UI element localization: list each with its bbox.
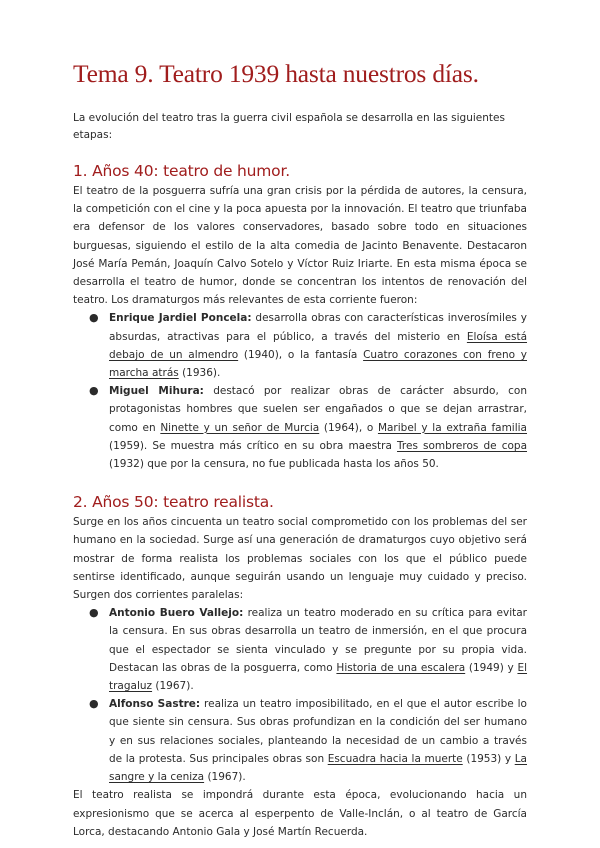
- section-1-author-list: [73, 309, 527, 473]
- work-link[interactable]: Maribel y la extraña familia: [377, 421, 527, 434]
- section-2-author-list: [73, 604, 527, 786]
- item-text: realiza un teatro imposibilitado, en el que el autor escribe lo que siente sin censura. Sus obras profundizan en la condición del ser humano y en sus relaciones sociales, planteando la necesidad de un cambio a través de la protesta. Sus principales obras son: [109, 698, 527, 765]
- item-text: (1953) y: [462, 752, 515, 765]
- work-link[interactable]: Historia de una escalera: [336, 661, 466, 674]
- item-text: (1967).: [152, 680, 194, 693]
- page-title: Tema 9. Teatro 1939 hasta nuestros días.: [73, 59, 479, 88]
- intro-paragraph: La evolución del teatro tras la guerra civil española se desarrolla en las siguientes etapas:: [73, 112, 505, 141]
- bullet-icon: ●: [89, 697, 99, 711]
- item-text: destacó por realizar obras de carácter absurdo, con protagonistas hombres que suelen ser engañados o que se dejan arrastrar, como en: [109, 385, 527, 434]
- list-item-mihura: [89, 382, 528, 473]
- list-item-buero-vallejo: [89, 604, 528, 695]
- item-text: (1967).: [204, 771, 246, 784]
- author-name: Antonio Buero Vallejo:: [109, 607, 244, 620]
- item-text: (1959). Se muestra más crítico en su obra maestra: [109, 439, 398, 452]
- closing-paragraph: El teatro realista se impondrá durante esta época, evolucionando hacia un expresionismo que se acerca al esperpento de Valle-Inclán, o al teatro de García Lorca, destacando Antonio Gala y José Martín Recuerda.: [73, 789, 527, 838]
- work-link[interactable]: La sangre y la ceniza: [109, 752, 527, 784]
- author-name: Alfonso Sastre:: [109, 698, 201, 711]
- section-1-paragraph: El teatro de la posguerra sufría una gran crisis por la pérdida de autores, la censura, la competición con el cine y la poca apuesta por la innovación. El teatro que triunfaba era defensor de los valores conservadores, basado sobre todo en situaciones burguesas, siguiendo el estilo de la alta comedia de Jacinto Benavente. Destacaron José María Pemán, Joaquín Calvo Sotelo y Víctor Ruiz Iriarte. En esta misma época se desarrolla el teatro de humor, donde se concentran los intentos de renovación del teatro. Los dramaturgos más relevantes de esta corriente fueron:: [73, 185, 527, 307]
- item-text: desarrolla obras con características inverosímiles y absurdas, atractivas para el público, a través del misterio en: [109, 312, 527, 343]
- section-2-heading: 2. Años 50: teatro realista.: [73, 493, 274, 512]
- work-link[interactable]: El tragaluz: [109, 661, 528, 693]
- work-link[interactable]: Tres sombreros de copa: [397, 439, 528, 452]
- item-text: (1940), o la fantasía: [238, 348, 364, 361]
- work-link[interactable]: Cuatro corazones con freno y marcha atrás: [109, 348, 528, 380]
- item-text: (1932) que por la censura, no fue publicada hasta los años 50.: [109, 458, 439, 471]
- item-text: (1949) y: [465, 661, 518, 674]
- work-link[interactable]: Ninette y un señor de Murcia: [160, 421, 320, 434]
- bullet-icon: ●: [89, 311, 99, 325]
- author-name: Miguel Mihura:: [109, 385, 204, 398]
- section-2-paragraph: Surge en los años cincuenta un teatro social comprometido con los problemas del ser humano en la sociedad. Surge así una generación de dramaturgos cuyo objetivo será mostrar de forma realista los problemas sociales con los que el público puede sentirse identificado, aunque seguirán usando un lenguaje muy cuidado y preciso. Surgen dos corrientes paralelas:: [73, 516, 527, 602]
- author-name: Enrique Jardiel Poncela:: [109, 312, 252, 325]
- list-item-jardiel-poncela: [89, 309, 528, 382]
- bullet-icon: ●: [89, 384, 99, 398]
- work-link[interactable]: Eloísa está debajo de un almendro: [109, 330, 528, 361]
- bullet-icon: ●: [89, 606, 99, 620]
- section-1-heading: 1. Años 40: teatro de humor.: [73, 162, 290, 180]
- item-text: (1964), o: [319, 421, 378, 434]
- item-text: (1936).: [178, 367, 221, 380]
- item-text: realiza un teatro moderado en su crítica para evitar la censura. En sus obras desarrolla un teatro de inmersión, en el que procura que el espectador se sienta vinculado y se pregunte por su propia vida. Destacan las obras de la posguerra, como: [109, 607, 527, 674]
- work-link[interactable]: Escuadra hacia la muerte: [327, 752, 463, 765]
- list-item-sastre: [89, 695, 527, 786]
